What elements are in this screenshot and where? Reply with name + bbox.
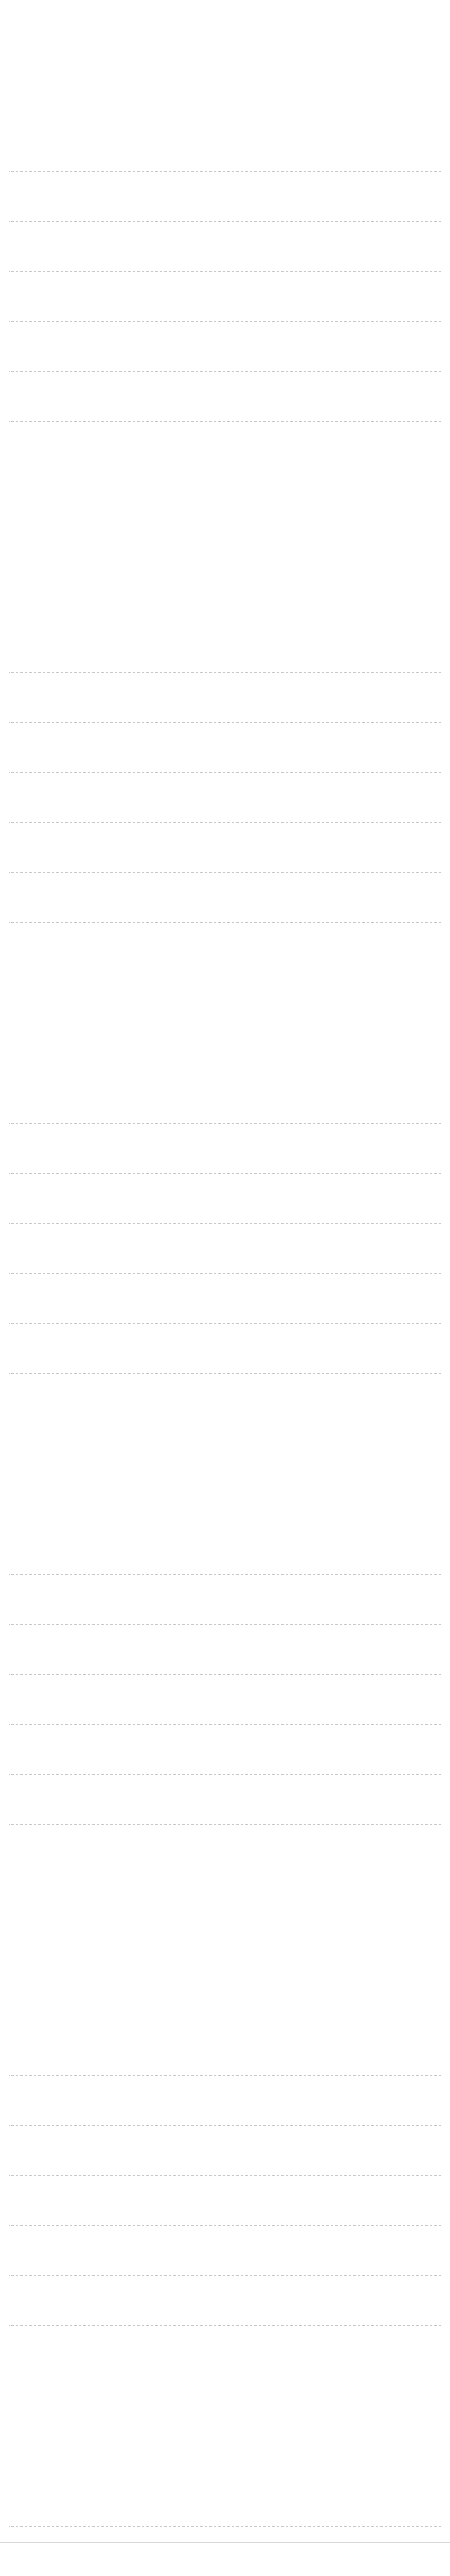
paragraph <box>9 123 441 172</box>
paragraph <box>9 424 441 472</box>
paragraph <box>9 2328 441 2376</box>
paragraph <box>9 1677 441 1725</box>
paragraph <box>9 1176 441 1224</box>
paragraph <box>9 675 441 723</box>
paragraph <box>9 725 441 773</box>
paragraph <box>9 23 441 71</box>
paragraph <box>9 1827 441 1875</box>
paragraph <box>9 73 441 121</box>
paragraph <box>9 1125 441 1174</box>
paragraph <box>9 1927 441 1975</box>
paragraph <box>9 1627 441 1675</box>
paragraph <box>9 875 441 923</box>
paragraph <box>9 2428 441 2476</box>
paragraph <box>9 1376 441 1424</box>
paragraph <box>9 2278 441 2326</box>
paragraph <box>9 374 441 422</box>
paragraph <box>9 1025 441 1073</box>
paragraph <box>9 2128 441 2176</box>
paragraph <box>9 1326 441 1374</box>
paragraph <box>9 2478 441 2527</box>
paragraph <box>9 2027 441 2076</box>
paragraph <box>9 474 441 522</box>
paragraph <box>9 1777 441 1825</box>
paragraph <box>9 925 441 973</box>
paragraph <box>9 1276 441 1324</box>
paragraph <box>9 324 441 372</box>
paragraph <box>9 2228 441 2276</box>
paragraph <box>9 624 441 673</box>
paragraph <box>9 1075 441 1124</box>
paragraph <box>9 1727 441 1775</box>
paragraph <box>9 574 441 622</box>
paragraph <box>9 1977 441 2025</box>
chapter-body <box>9 23 441 2537</box>
paragraph <box>9 524 441 572</box>
paragraph <box>9 2078 441 2126</box>
paragraph <box>9 224 441 272</box>
paragraph <box>9 775 441 823</box>
paragraph <box>9 1576 441 1625</box>
paragraph <box>9 1877 441 1925</box>
page-footer <box>0 2542 450 2576</box>
paragraph <box>9 2378 441 2426</box>
paragraph <box>9 825 441 873</box>
top-nav-bar <box>0 0 450 17</box>
paragraph <box>9 1526 441 1575</box>
paragraph <box>9 173 441 222</box>
paragraph <box>9 2178 441 2226</box>
paragraph <box>9 975 441 1023</box>
paragraph <box>9 1426 441 1474</box>
paragraph <box>9 274 441 322</box>
paragraph <box>9 1226 441 1274</box>
paragraph <box>9 1476 441 1524</box>
